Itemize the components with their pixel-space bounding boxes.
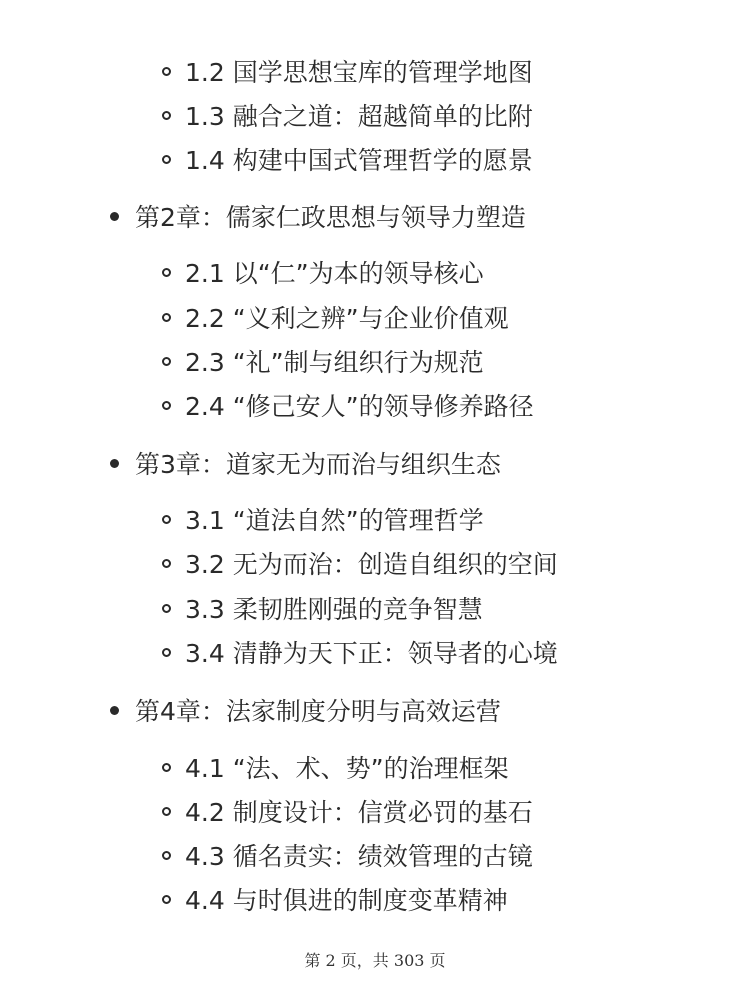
toc-item-1-2 bbox=[162, 49, 533, 93]
toc-item-3-1 bbox=[162, 497, 484, 541]
hollow-bullet-icon bbox=[162, 155, 171, 164]
hollow-bullet-icon bbox=[162, 763, 171, 772]
hollow-bullet-icon bbox=[162, 604, 171, 613]
hollow-bullet-icon bbox=[162, 313, 171, 322]
toc-chapter-label: 第2章：儒家仁政思想与领导力塑造 bbox=[135, 203, 526, 232]
solid-bullet-icon bbox=[110, 706, 119, 715]
toc-item-4-1 bbox=[162, 745, 509, 789]
hollow-bullet-icon bbox=[162, 807, 171, 816]
toc-item-label: 3.4 清静为天下正：领导者的心境 bbox=[185, 639, 558, 668]
toc-item-4-2 bbox=[162, 789, 533, 833]
toc-chapter-label: 第4章：法家制度分明与高效运营 bbox=[135, 697, 501, 726]
page-footer bbox=[0, 948, 750, 971]
solid-bullet-icon bbox=[110, 212, 119, 221]
toc-item-label: 2.2 “义利之辨”与企业价值观 bbox=[185, 304, 509, 333]
hollow-bullet-icon bbox=[162, 111, 171, 120]
hollow-bullet-icon bbox=[162, 357, 171, 366]
toc-item-1-4 bbox=[162, 137, 533, 181]
hollow-bullet-icon bbox=[162, 401, 171, 410]
toc-chapter-4 bbox=[110, 688, 501, 732]
toc-item-label: 3.3 柔韧胜刚强的竞争智慧 bbox=[185, 595, 483, 624]
toc-item-label: 3.2 无为而治：创造自组织的空间 bbox=[185, 550, 558, 579]
toc-item-3-2 bbox=[162, 541, 558, 585]
toc-item-2-4 bbox=[162, 383, 534, 427]
hollow-bullet-icon bbox=[162, 559, 171, 568]
hollow-bullet-icon bbox=[162, 895, 171, 904]
toc-item-label: 1.3 融合之道：超越简单的比附 bbox=[185, 102, 533, 131]
hollow-bullet-icon bbox=[162, 515, 171, 524]
toc-item-label: 1.4 构建中国式管理哲学的愿景 bbox=[185, 146, 533, 175]
toc-chapter-3 bbox=[110, 441, 501, 485]
hollow-bullet-icon bbox=[162, 268, 171, 277]
toc-item-3-4 bbox=[162, 630, 558, 674]
toc-chapter-label: 第3章：道家无为而治与组织生态 bbox=[135, 450, 501, 479]
hollow-bullet-icon bbox=[162, 648, 171, 657]
hollow-bullet-icon bbox=[162, 67, 171, 76]
toc-item-4-3 bbox=[162, 833, 533, 877]
toc-item-label: 2.3 “礼”制与组织行为规范 bbox=[185, 348, 484, 377]
toc-item-label: 4.3 循名责实：绩效管理的古镜 bbox=[185, 842, 533, 871]
toc-item-label: 1.2 国学思想宝库的管理学地图 bbox=[185, 58, 533, 87]
page-number-label: 第 2 页，共 303 页 bbox=[304, 951, 446, 970]
toc-chapter-2 bbox=[110, 194, 526, 238]
toc-item-label: 2.1 以“仁”为本的领导核心 bbox=[185, 259, 484, 288]
toc-item-label: 4.1 “法、术、势”的治理框架 bbox=[185, 754, 509, 783]
toc-item-3-3 bbox=[162, 586, 483, 630]
toc-item-1-3 bbox=[162, 93, 533, 137]
solid-bullet-icon bbox=[110, 459, 119, 468]
toc-item-label: 4.2 制度设计：信赏必罚的基石 bbox=[185, 798, 533, 827]
toc-item-4-4 bbox=[162, 877, 508, 921]
toc-item-label: 3.1 “道法自然”的管理哲学 bbox=[185, 506, 484, 535]
toc-item-label: 4.4 与时俱进的制度变革精神 bbox=[185, 886, 508, 915]
hollow-bullet-icon bbox=[162, 851, 171, 860]
toc-item-2-3 bbox=[162, 339, 484, 383]
toc-item-2-1 bbox=[162, 250, 484, 294]
toc-item-label: 2.4 “修己安人”的领导修养路径 bbox=[185, 392, 534, 421]
toc-item-2-2 bbox=[162, 295, 509, 339]
